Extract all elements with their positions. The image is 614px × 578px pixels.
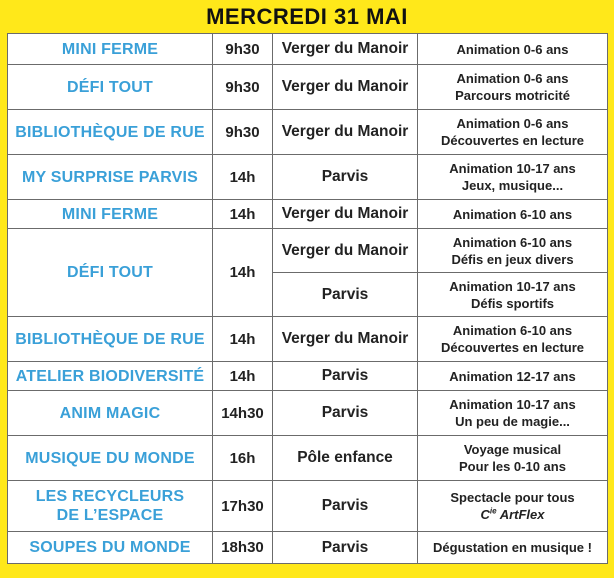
table-row: [8, 155, 608, 200]
table-row: [8, 229, 608, 273]
event-description: [418, 362, 608, 391]
event-description: [418, 34, 608, 65]
event-description: [418, 229, 608, 273]
event-name: ANIM MAGIC: [8, 391, 213, 436]
description-line: Animation 10-17 ans: [449, 397, 576, 412]
event-name: BIBLIOTHÈQUE DE RUE: [8, 317, 213, 362]
event-name: DÉFI TOUT: [8, 229, 213, 317]
description-line: Animation 6-10 ans: [452, 323, 573, 338]
table-row: [8, 391, 608, 436]
event-description: [418, 273, 608, 317]
event-name-line: DE L’ESPACE: [56, 507, 164, 524]
event-place: Parvis: [273, 481, 418, 532]
event-time: 14h: [213, 362, 273, 391]
event-place: Verger du Manoir: [273, 34, 418, 65]
table-row: [8, 436, 608, 481]
event-time: 14h: [213, 317, 273, 362]
table-row: [8, 317, 608, 362]
description-line: Découvertes en lecture: [440, 340, 585, 355]
company-name: [422, 506, 603, 523]
event-name: DÉFI TOUT: [8, 65, 213, 110]
company-label: ArtFlex: [496, 507, 545, 522]
event-name: ATELIER BIODIVERSITÉ: [8, 362, 213, 391]
description-line: Voyage musical: [463, 442, 562, 457]
event-description: [418, 110, 608, 155]
description-line: Défis en jeux divers: [451, 251, 574, 267]
table-row: [8, 65, 608, 110]
description-line: Animation 0-6 ans: [456, 71, 569, 86]
event-name: MINI FERME: [8, 34, 213, 65]
event-name: SOUPES DU MONDE: [8, 532, 213, 564]
event-place: Parvis: [273, 391, 418, 436]
event-place: Verger du Manoir: [273, 65, 418, 110]
description-line: Animation 10-17 ans: [449, 278, 576, 294]
description-line: Un peu de magie...: [455, 414, 570, 429]
event-description: [418, 200, 608, 229]
event-name: MINI FERME: [8, 200, 213, 229]
company-superscript: ie: [489, 506, 497, 516]
description-line: Spectacle pour tous: [450, 490, 575, 505]
event-place: Parvis: [273, 155, 418, 200]
table-row: [8, 481, 608, 532]
event-name: MY SURPRISE PARVIS: [8, 155, 213, 200]
table-row: [8, 34, 608, 65]
event-place: Parvis: [273, 273, 418, 317]
event-time: 9h30: [213, 110, 273, 155]
event-description: [418, 481, 608, 532]
description-line: Animation 6-10 ans: [452, 206, 573, 222]
event-description: [418, 155, 608, 200]
description-line: Défis sportifs: [470, 295, 555, 311]
event-name-line: LES RECYCLEURS: [35, 488, 185, 505]
event-description: [418, 65, 608, 110]
event-description: [418, 532, 608, 564]
event-description: [418, 317, 608, 362]
description-line: Animation 0-6 ans: [456, 41, 569, 57]
event-time: 14h: [213, 200, 273, 229]
event-time: 9h30: [213, 65, 273, 110]
event-place: Parvis: [273, 532, 418, 564]
event-name: BIBLIOTHÈQUE DE RUE: [8, 110, 213, 155]
table-row: [8, 362, 608, 391]
event-time: 17h30: [213, 481, 273, 532]
description-line: Parcours motricité: [455, 88, 570, 103]
table-row: [8, 200, 608, 229]
event-description: [418, 436, 608, 481]
event-place: Parvis: [273, 362, 418, 391]
event-place: Pôle enfance: [273, 436, 418, 481]
event-time: 16h: [213, 436, 273, 481]
description-line: Animation 10-17 ans: [449, 161, 576, 176]
description-line: Jeux, musique...: [461, 178, 564, 193]
description-line: Animation 6-10 ans: [452, 234, 573, 250]
description-line: Pour les 0-10 ans: [459, 459, 566, 474]
description-line: Découvertes en lecture: [440, 133, 585, 148]
event-name: [8, 481, 213, 532]
event-description: [418, 391, 608, 436]
company-prefix: C: [480, 507, 490, 522]
event-time: 9h30: [213, 34, 273, 65]
description-line: Animation 12-17 ans: [449, 368, 576, 384]
event-place: Verger du Manoir: [273, 229, 418, 273]
schedule-table: [7, 33, 608, 564]
table-row: [8, 110, 608, 155]
event-time: 14h30: [213, 391, 273, 436]
event-time: 18h30: [213, 532, 273, 564]
event-place: Verger du Manoir: [273, 317, 418, 362]
page-title: MERCREDI 31 MAI: [206, 4, 408, 29]
description-line: Animation 0-6 ans: [456, 116, 569, 131]
event-place: Verger du Manoir: [273, 110, 418, 155]
event-time: 14h: [213, 229, 273, 317]
event-place: Verger du Manoir: [273, 200, 418, 229]
description-line: Dégustation en musique !: [433, 540, 592, 555]
event-name: MUSIQUE DU MONDE: [8, 436, 213, 481]
table-row: [8, 532, 608, 564]
event-time: 14h: [213, 155, 273, 200]
